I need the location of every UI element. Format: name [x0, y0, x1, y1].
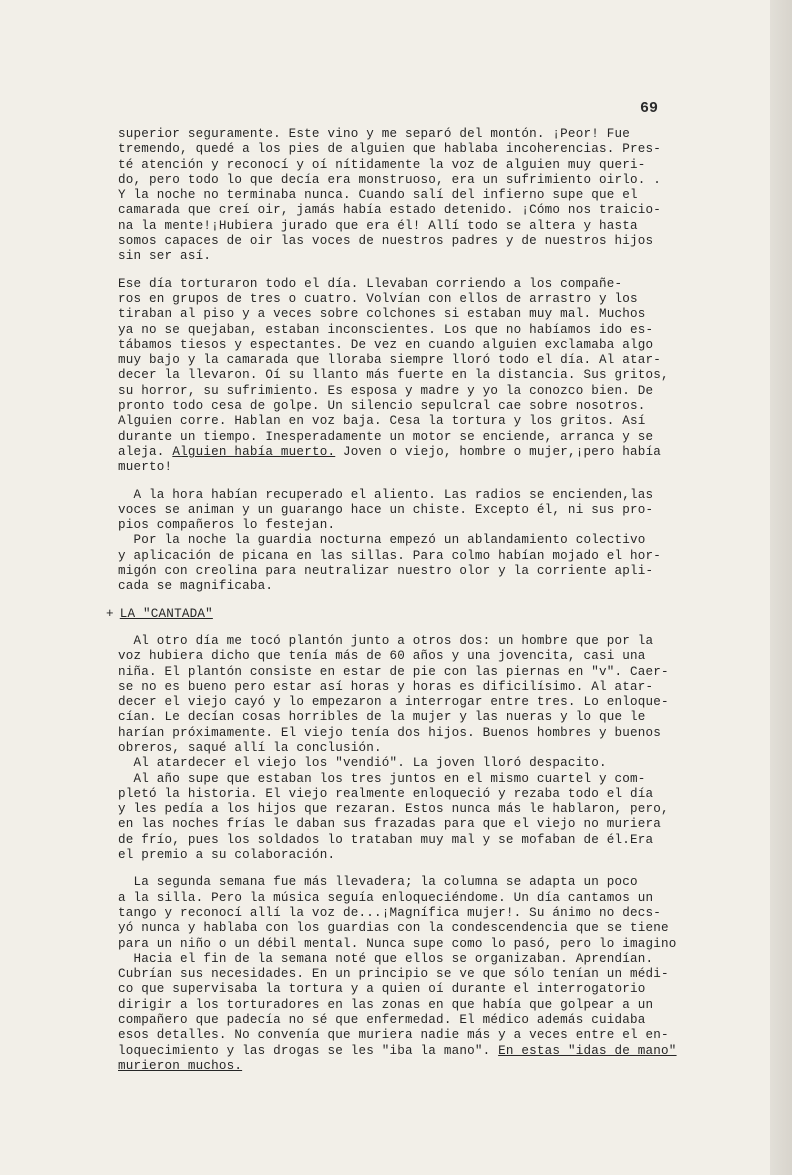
text-line: tremendo, quedé a los pies de alguien que hablaba incoherencias. Pres-: [118, 142, 662, 157]
heading-marker: +: [106, 606, 114, 621]
body-text: [106, 127, 730, 1086]
text-line: de frío, pues los soldados lo trataban muy mal y se mofaban de él.Era: [118, 832, 654, 847]
text-line: ya no se quejaban, estaban inconscientes. Los que no habíamos ido es-: [118, 322, 654, 337]
text-line: aleja. Alguien había muerto. Joven o viejo, hombre o mujer,¡pero había: [118, 444, 662, 459]
text-line: a la silla. Pero la música seguía enloqueciéndome. Un día cantamos un: [118, 890, 654, 905]
text-line: [118, 1059, 730, 1074]
text-line: camarada que creí oir, jamás había estado detenido. ¡Cómo nos traicio-: [118, 203, 662, 218]
paragraph: [106, 606, 730, 864]
text-line: pronto todo cesa de golpe. Un silencio sepulcral cae sobre nosotros.: [118, 399, 646, 414]
underlined-phrase: Alguien había muerto.: [172, 444, 336, 459]
text-line: Al otro día me tocó plantón junto a otros dos: un hombre que por la: [118, 633, 654, 648]
text-line: obreros, saqué allí la conclusión.: [118, 740, 382, 755]
text-line: yó nunca y hablaba con los guardias con la condescendencia que se tiene: [118, 921, 669, 936]
text-line: Alguien corre. Hablan en voz baja. Cesa la tortura y los gritos. Así: [118, 414, 646, 429]
text-line: Cubrían sus necesidades. En un principio se ve que sólo tenían un médi-: [118, 967, 669, 982]
text-line: su horror, su sufrimiento. Es esposa y madre y yo la conozco bien. De: [118, 383, 654, 398]
text-line: el premio a su colaboración.: [118, 848, 336, 863]
underlined-phrase: murieron muchos.: [118, 1058, 243, 1073]
text-line: Al año supe que estaban los tres juntos en el mismo cuartel y com-: [118, 771, 646, 786]
paragraph: [118, 488, 730, 595]
section-heading: [106, 606, 730, 622]
text-line: en las noches frías le daban sus frazadas para que el viejo no muriera: [118, 817, 662, 832]
text-line: Hacia el fin de la semana noté que ellos se organizaban. Aprendían.: [118, 951, 654, 966]
text-line: niña. El plantón consiste en estar de pie con las piernas en "v". Caer-: [118, 664, 669, 679]
text-line: superior seguramente. Este vino y me separó del montón. ¡Peor! Fue: [118, 127, 630, 141]
text-line: esos detalles. No convenía que muriera nadie más y a veces entre el en-: [118, 1028, 669, 1043]
text-line: migón con creolina para neutralizar nuestro olor y la corriente apli-: [118, 564, 654, 579]
text-line: muy bajo y la camarada que lloraba siempre lloró todo el día. Al atar-: [118, 353, 662, 368]
text-line: decer la llevaron. Oí su llanto más fuerte en la distancia. Sus gritos,: [118, 368, 669, 383]
text-line: loquecimiento y las drogas se les "iba la mano". En estas "idas de mano": [118, 1043, 677, 1058]
text-line: dirigir a los torturadores en las zonas en que había que golpear a un: [118, 997, 654, 1012]
text-line: co que supervisaba la tortura y a quien oí durante el interrogatorio: [118, 982, 646, 997]
text-line: harían próximamente. El viejo tenía dos hijos. Buenos hombres y buenos: [118, 725, 662, 740]
text-line: Y la noche no terminaba nunca. Cuando salí del infierno supe que el: [118, 188, 638, 203]
text-line: durante un tiempo. Inesperadamente un motor se enciende, arranca y se: [118, 429, 654, 444]
text-line: decer el viejo cayó y lo empezaron a interrogar entre tres. Lo enloque-: [118, 695, 669, 710]
heading-text: LA "CANTADA": [119, 606, 213, 621]
text-line: voz hubiera dicho que tenía más de 60 años y una jovencita, casi una: [118, 649, 646, 664]
text-line: ros en grupos de tres o cuatro. Volvían con ellos de arrastro y los: [118, 291, 638, 306]
underlined-phrase: En estas "idas de mano": [498, 1043, 677, 1058]
text-line: Por la noche la guardia nocturna empezó un ablandamiento colectivo: [118, 533, 646, 548]
text-line: té atención y reconocí y oí nítidamente la voz de alguien muy queri-: [118, 157, 646, 172]
text-line: y les pedía a los hijos que rezaran. Estos nunca más le hablaron, pero,: [118, 802, 669, 817]
paragraph: [118, 277, 730, 476]
text-line: pios compañeros lo festejan.: [118, 518, 336, 533]
text-line: se no es bueno pero estar así horas y horas es dificilísimo. Al atar-: [118, 679, 654, 694]
paragraph: [118, 875, 730, 1074]
text-line: somos capaces de oir las voces de nuestros padres y de nuestros hijos: [118, 234, 654, 249]
page-number: 69: [640, 100, 659, 117]
text-line: voces se animan y un guarango hace un chiste. Excepto él, ni sus pro-: [118, 502, 654, 517]
text-line: tiraban al piso y a veces sobre colchones si estaban muy mal. Muchos: [118, 307, 646, 322]
text-line: sin ser así.: [118, 249, 212, 264]
text-line: Al atardecer el viejo los "vendió". La joven lloró despacito.: [118, 756, 607, 771]
paragraph: [118, 127, 730, 265]
text-line: tábamos tiesos y espectantes. De vez en cuando alguien exclamaba algo: [118, 337, 654, 352]
text-line: tango y reconocí allí la voz de...¡Magnífica mujer!. Su ánimo no decs-: [118, 905, 662, 920]
text-line: cían. Le decían cosas horribles de la mujer y las nueras y lo que le: [118, 710, 646, 725]
text-line: y aplicación de picana en las sillas. Para colmo habían mojado el hor-: [118, 548, 662, 563]
text-line: pletó la historia. El viejo realmente enloqueció y rezaba todo el día: [118, 786, 654, 801]
page-edge: [770, 0, 792, 1175]
text-line: Ese día torturaron todo el día. Llevaban corriendo a los compañe-: [118, 276, 623, 291]
text-line: para un niño o un débil mental. Nunca supe como lo pasó, pero lo imagino: [118, 936, 677, 951]
text-line: na la mente!¡Hubiera jurado que era él! Allí todo se altera y hasta: [118, 218, 638, 233]
text-line: cada se magnificaba.: [118, 579, 274, 594]
text-line: compañero que padecía no sé que enfermedad. El médico además cuidaba: [118, 1013, 646, 1028]
text-line: La segunda semana fue más llevadera; la columna se adapta un poco: [118, 875, 638, 890]
text-line: muerto!: [118, 460, 173, 475]
text-line: do, pero todo lo que decía era monstruoso, era un sufrimiento oirlo. .: [118, 172, 662, 187]
text-line: A la hora habían recuperado el aliento. Las radios se encienden,las: [118, 487, 654, 502]
